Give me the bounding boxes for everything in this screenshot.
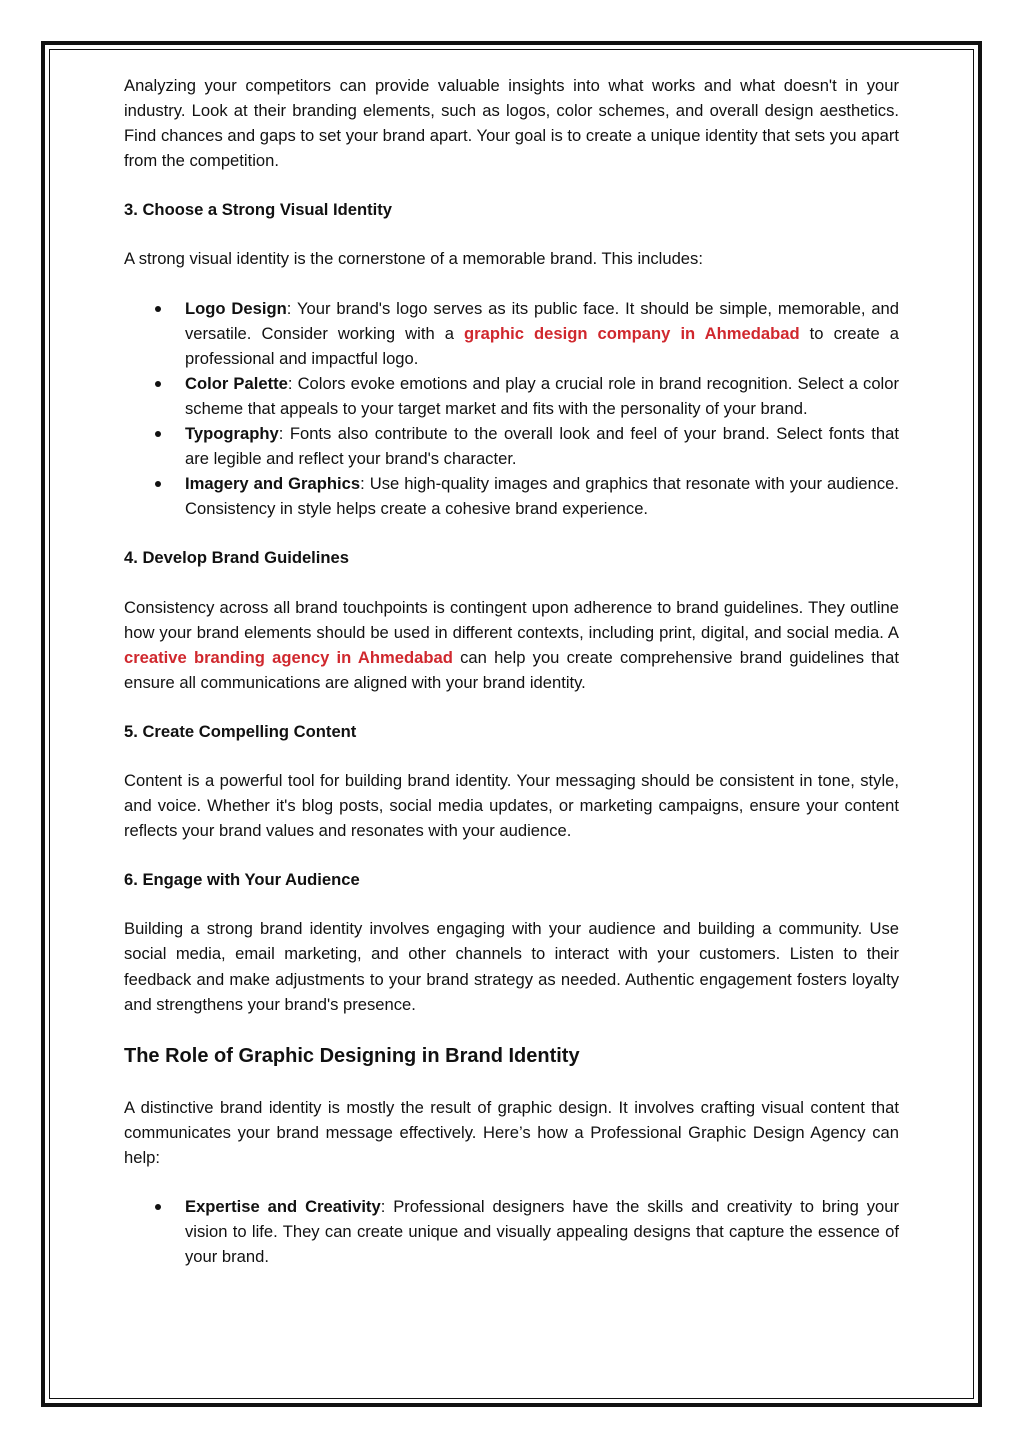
list-item-term: Typography [185, 424, 279, 444]
paragraph-text: can help you create comprehensive brand guidelines that ensure all communications are aligned with your brand identity. [124, 647, 899, 692]
list-item-text: : Your brand's logo serves as its public face. It should be simple, memorable, and versatile. Consider working with a [185, 298, 900, 343]
section-5-heading: 5. Create Compelling Content [124, 721, 357, 741]
list-item [124, 296, 899, 371]
section-3-lead: A strong visual identity is the cornerstone of a memorable brand. This includes: [124, 249, 703, 269]
list-item [124, 471, 899, 521]
list-item-text: : Use high-quality images and graphics that resonate with your audience. Consistency in style helps create a cohesive brand experience. [185, 474, 899, 519]
list-item-text: : Colors evoke emotions and play a crucial role in brand recognition. Select a color scheme that appeals to your target market and fits with the personality of your brand. [185, 373, 899, 418]
bullet-icon [155, 306, 161, 312]
list-item-text: : Fonts also contribute to the overall look and feel of your brand. Select fonts that are legible and reflect your brand's character. [185, 424, 899, 469]
visual-identity-list [124, 296, 899, 522]
bullet-icon [155, 431, 161, 437]
paragraph-text: Consistency across all brand touchpoints is contingent upon adherence to brand guidelines. They outline how your brand elements should be used in different contexts, including print, digital, and social media. A [124, 597, 899, 642]
role-heading: The Role of Graphic Designing in Brand Identity [124, 1044, 580, 1067]
list-item-term: Logo Design [185, 298, 287, 318]
list-item [124, 421, 899, 471]
list-item-term: Expertise and Creativity [185, 1197, 381, 1216]
role-paragraph: A distinctive brand identity is mostly the result of graphic design. It involves crafting visual content that communicates your brand message effectively. Here’s how a Professional Graphic Design Agency can help: [124, 1097, 899, 1167]
section-6-heading: 6. Engage with Your Audience [124, 870, 360, 890]
list-item [124, 1194, 899, 1269]
bullet-icon [155, 1204, 161, 1210]
bullet-icon [155, 381, 161, 387]
bullet-icon [155, 481, 161, 487]
list-item-text: : Professional designers have the skills and creativity to bring your vision to life. They can create unique and visually appealing designs that capture the essence of your brand. [185, 1197, 900, 1267]
section-3-heading: 3. Choose a Strong Visual Identity [124, 200, 393, 220]
list-item [124, 371, 899, 421]
list-item-term: Imagery and Graphics [185, 474, 361, 494]
list-item-term: Color Palette [185, 373, 288, 393]
document-content [124, 73, 899, 1269]
list-item-text: to create a professional and impactful logo. [185, 323, 899, 368]
creative-branding-agency-link[interactable]: creative branding agency in Ahmedabad [124, 647, 453, 667]
section-4-heading: 4. Develop Brand Guidelines [124, 548, 349, 568]
role-list [124, 1194, 899, 1269]
graphic-design-company-link[interactable]: graphic design company in Ahmedabad [464, 323, 800, 343]
section-4-paragraph [124, 595, 899, 695]
section-6-paragraph: Building a strong brand identity involves engaging with your audience and building a community. Use social media, email marketing, and other channels to interact with your customers. Listen to their feedback and make adjustments to your brand strategy as needed. Authentic engagement fosters loyalty and strengthens your brand's presence. [124, 919, 899, 1014]
section-5-paragraph: Content is a powerful tool for building brand identity. Your messaging should be consistent in tone, style, and voice. Whether it's blog posts, social media updates, or marketing campaigns, ensure your content reflects your brand values and resonates with your audience. [124, 770, 899, 841]
intro-paragraph: Analyzing your competitors can provide valuable insights into what works and what doesn't in your industry. Look at their branding elements, such as logos, color schemes, and overall design aesthetics. Find chances and gaps to set your brand apart. Your goal is to create a unique identity that sets you apart from the competition. [124, 76, 899, 171]
